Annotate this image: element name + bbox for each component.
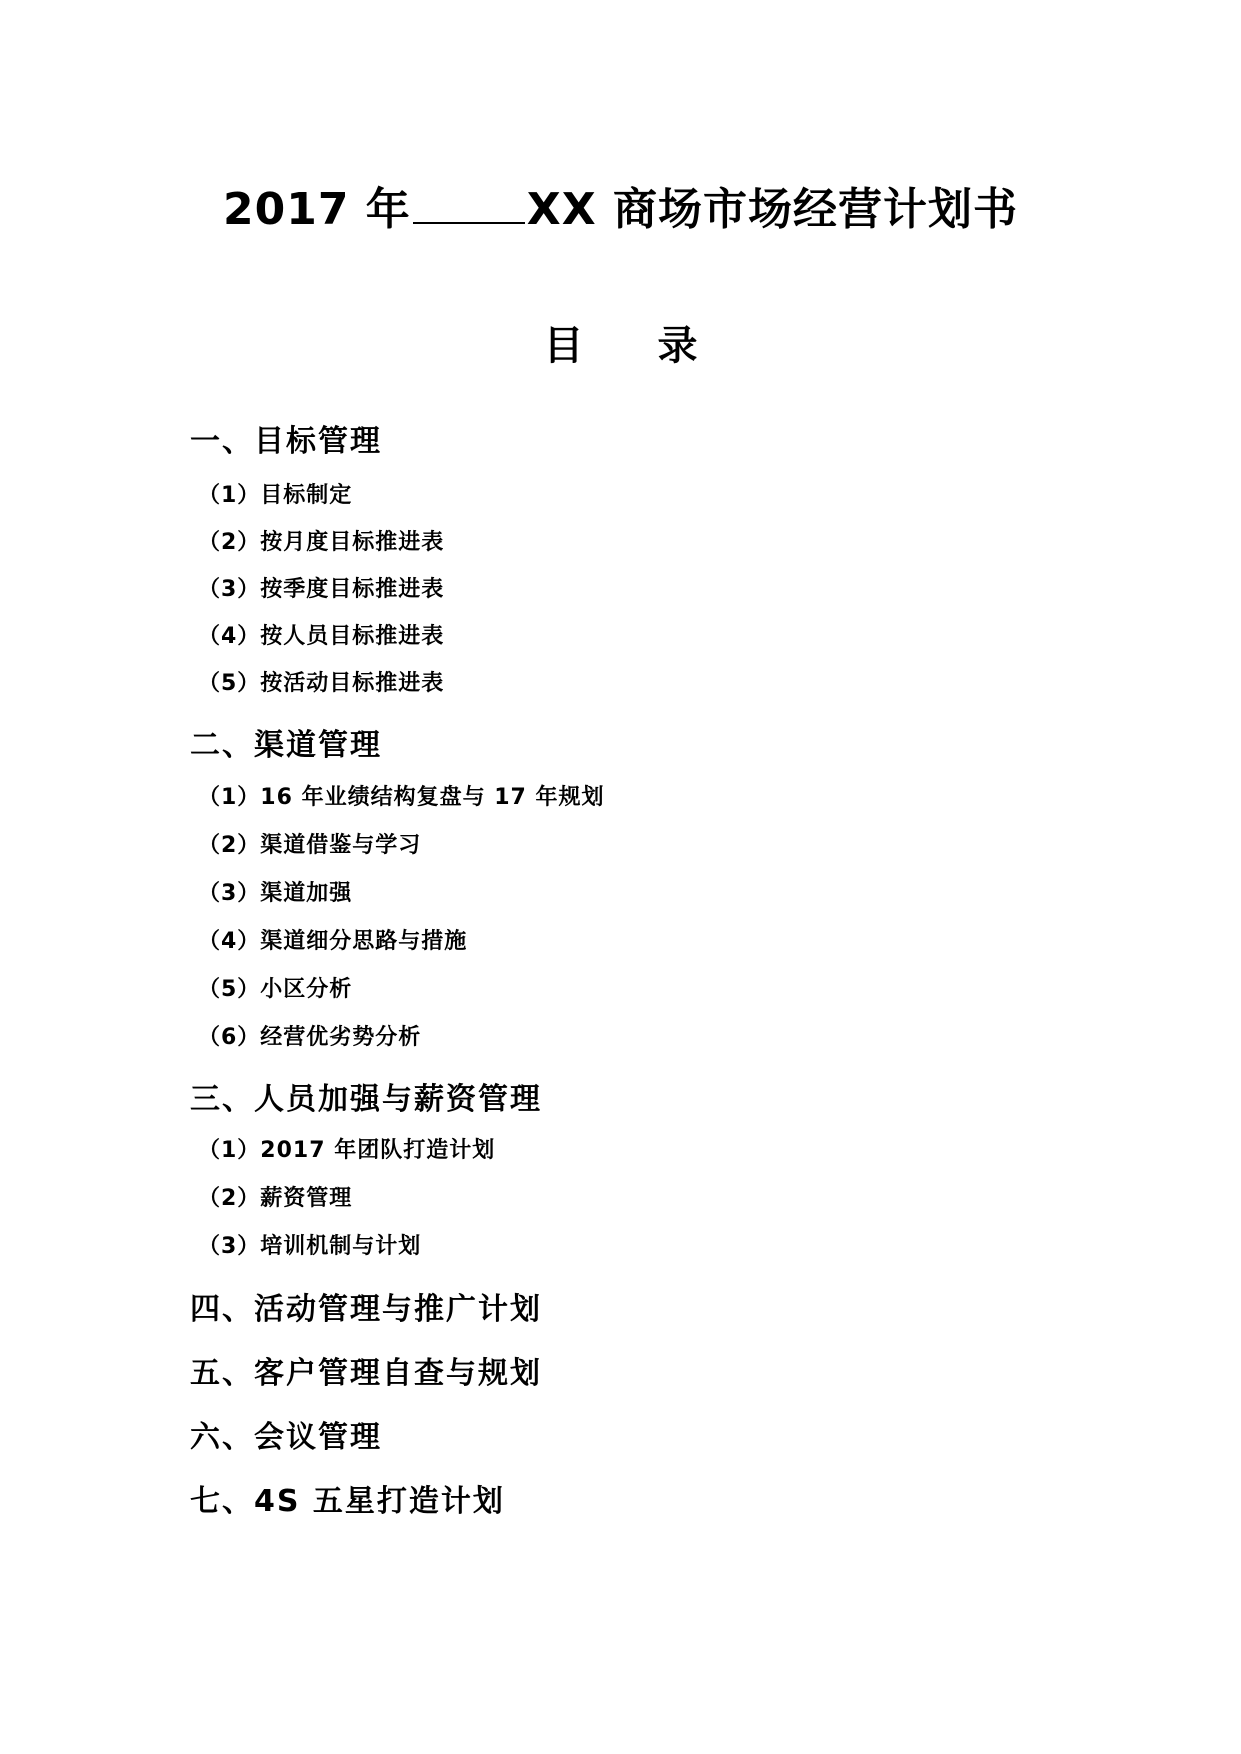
toc-item: （2）薪资管理 <box>198 1186 353 1211</box>
toc-section-5-title: 五、客户管理自查与规划 <box>190 1356 542 1391</box>
title-blank-line <box>413 182 525 224</box>
toc-item: （5）小区分析 <box>198 977 353 1002</box>
toc-item: （4）渠道细分思路与措施 <box>198 929 468 954</box>
toc-section-1-title: 一、目标管理 <box>190 424 382 459</box>
title-suffix: XX 商场市场经营计划书 <box>526 184 1018 235</box>
toc-item: （6）经营优劣势分析 <box>198 1025 422 1050</box>
toc-item: （3）培训机制与计划 <box>198 1234 422 1259</box>
toc-item: （3）按季度目标推进表 <box>198 577 445 602</box>
toc-section-6-title: 六、会议管理 <box>190 1420 382 1455</box>
title-prefix: 2017 年 <box>223 184 411 235</box>
toc-section-2-title: 二、渠道管理 <box>190 728 382 763</box>
toc-item: （2）按月度目标推进表 <box>198 530 445 555</box>
toc-heading: 目 录 <box>543 323 728 369</box>
toc-section-3-title: 三、人员加强与薪资管理 <box>190 1082 542 1117</box>
toc-item: （1）2017 年团队打造计划 <box>198 1138 496 1163</box>
toc-section-7-title: 七、4S 五星打造计划 <box>190 1484 505 1519</box>
toc-item: （2）渠道借鉴与学习 <box>198 833 422 858</box>
toc-item: （3）渠道加强 <box>198 881 353 906</box>
toc-item: （5）按活动目标推进表 <box>198 671 445 696</box>
toc-section-4-title: 四、活动管理与推广计划 <box>190 1292 542 1327</box>
toc-item: （1）目标制定 <box>198 483 353 508</box>
document-title <box>0 180 1241 240</box>
toc-item: （1）16 年业绩结构复盘与 17 年规划 <box>198 785 605 810</box>
toc-item: （4）按人员目标推进表 <box>198 624 445 649</box>
